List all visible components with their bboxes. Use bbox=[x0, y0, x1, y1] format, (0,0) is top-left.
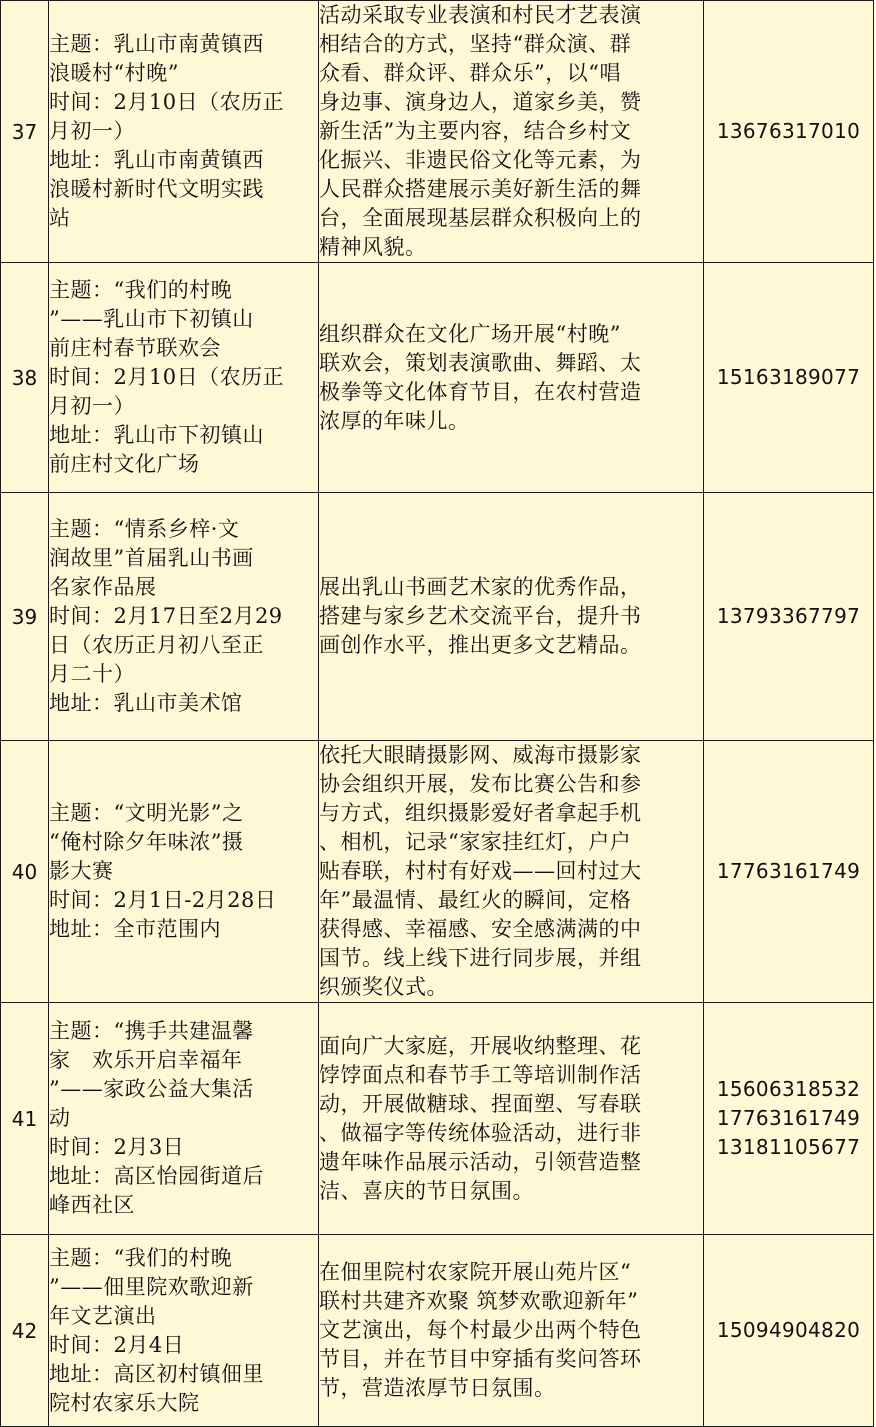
desc-line: 画创作水平，推出更多文艺精品。 bbox=[319, 633, 642, 657]
phone-number: 15163189077 bbox=[716, 365, 861, 389]
event-description bbox=[319, 263, 704, 493]
desc-line: 与方式，组织摄影爱好者拿起手机 bbox=[319, 801, 642, 825]
info-line: 地址：乳山市下初镇山 bbox=[49, 423, 264, 447]
phone-number: 13793367797 bbox=[716, 604, 861, 628]
table-row bbox=[1, 1, 874, 263]
desc-line: 众看、群众评、群众乐”，以“唱 bbox=[319, 61, 621, 85]
info-line: 地址：高区初村镇佃里 bbox=[49, 1361, 264, 1386]
desc-line: 年”最温情、最红火的瞬间，定格 bbox=[319, 888, 632, 912]
contact-phone bbox=[704, 741, 874, 1003]
phone-number: 13181105677 bbox=[716, 1135, 861, 1159]
event-description bbox=[319, 1, 704, 263]
info-line: “俺村除夕年味浓”摄 bbox=[49, 830, 244, 854]
phone-number: 17763161749 bbox=[716, 859, 861, 883]
info-line: 浪暖村“村晚” bbox=[49, 61, 179, 85]
contact-phone bbox=[704, 1235, 874, 1427]
table-row bbox=[1, 741, 874, 1003]
info-line: 前庄村文化广场 bbox=[49, 452, 200, 476]
event-description bbox=[319, 493, 704, 741]
desc-line: 文艺演出，每个村最少出两个特色 bbox=[319, 1318, 642, 1342]
info-line: 名家作品展 bbox=[49, 575, 157, 599]
event-info bbox=[49, 741, 319, 1003]
phone-number: 13676317010 bbox=[716, 119, 861, 143]
desc-line: 协会组织开展，发布比赛公告和参 bbox=[319, 772, 642, 796]
info-line: 时间：2月10日（农历正 bbox=[49, 90, 285, 114]
info-line: 浪暖村新时代文明实践 bbox=[49, 177, 264, 201]
event-description bbox=[319, 1003, 704, 1235]
table-body bbox=[1, 1, 874, 1427]
desc-line: 遗年味作品展示活动，引领营造整 bbox=[319, 1149, 642, 1174]
contact-phone bbox=[704, 1, 874, 263]
event-info bbox=[49, 1, 319, 263]
table-row bbox=[1, 493, 874, 741]
desc-line: 相结合的方式，坚持“群众演、群 bbox=[319, 32, 632, 56]
event-info bbox=[49, 1235, 319, 1427]
info-line: 时间：2月10日（农历正 bbox=[49, 365, 285, 389]
phone-number: 15094904820 bbox=[716, 1318, 861, 1342]
desc-line: 人民群众搭建展示美好新生活的舞 bbox=[319, 177, 642, 201]
desc-line: 搭建与家乡艺术交流平台，提升书 bbox=[319, 604, 642, 628]
info-line: ”——佃里院欢歌迎新 bbox=[49, 1274, 254, 1299]
desc-line: 节目，并在节目中穿插有奖问答环 bbox=[319, 1347, 642, 1371]
event-info bbox=[49, 1003, 319, 1235]
event-description bbox=[319, 741, 704, 1003]
info-line: 主题：“文明光影”之 bbox=[49, 801, 244, 825]
desc-line: 精神风貌。 bbox=[319, 235, 427, 259]
row-number: 37 bbox=[1, 1, 49, 263]
info-line: 影大赛 bbox=[49, 859, 114, 883]
desc-line: 贴春联，村村有好戏——回村过大 bbox=[319, 859, 642, 883]
info-line: ”——家政公益大集活 bbox=[49, 1077, 254, 1101]
desc-line: 联村共建齐欢聚 筑梦欢歌迎新年” bbox=[319, 1289, 639, 1313]
info-line: 前庄村春节联欢会 bbox=[49, 336, 221, 360]
event-info bbox=[49, 263, 319, 493]
row-number: 38 bbox=[1, 263, 49, 493]
desc-line: 饽饽面点和春节手工等培训制作活 bbox=[319, 1062, 642, 1087]
info-line: 站 bbox=[49, 206, 71, 230]
desc-line: 获得感、幸福感、安全感满满的中 bbox=[319, 917, 642, 941]
event-info bbox=[49, 493, 319, 741]
desc-line: 洁、喜庆的节日氛围。 bbox=[319, 1178, 534, 1203]
table-row bbox=[1, 1003, 874, 1235]
info-line: 主题：乳山市南黄镇西 bbox=[49, 32, 264, 56]
desc-line: 活动采取专业表演和村民才艺表演 bbox=[319, 3, 642, 27]
info-line: 地址：乳山市南黄镇西 bbox=[49, 148, 264, 172]
desc-line: 组织群众在文化广场开展“村晚” bbox=[319, 321, 621, 346]
desc-line: 、做福字等传统体验活动，进行非 bbox=[319, 1120, 642, 1145]
contact-phone bbox=[704, 493, 874, 741]
contact-phone bbox=[704, 1003, 874, 1235]
info-line: 时间：2月4日 bbox=[49, 1332, 185, 1357]
info-line: 家 欢乐开启幸福年 bbox=[49, 1048, 243, 1072]
info-line: 年文艺演出 bbox=[49, 1303, 157, 1328]
desc-line: 身边事、演身边人，道家乡美，赞 bbox=[319, 90, 642, 114]
desc-line: 织颁奖仪式。 bbox=[319, 975, 448, 999]
info-line: 月二十） bbox=[49, 662, 135, 686]
info-line: 主题：“我们的村晚 bbox=[49, 1245, 233, 1270]
info-line: 日（农历正月初八至正 bbox=[49, 633, 264, 657]
table-row bbox=[1, 263, 874, 493]
info-line: 时间：2月1日-2月28日 bbox=[49, 888, 277, 912]
info-line: 峰西社区 bbox=[49, 1193, 135, 1217]
info-line: ”——乳山市下初镇山 bbox=[49, 307, 254, 331]
row-number: 40 bbox=[1, 741, 49, 1003]
info-line: 地址：高区怡园街道后 bbox=[49, 1164, 264, 1188]
info-line: 动 bbox=[49, 1106, 71, 1130]
info-line: 时间：2月3日 bbox=[49, 1135, 185, 1159]
row-number: 41 bbox=[1, 1003, 49, 1235]
desc-line: 新生活”为主要内容，结合乡村文 bbox=[319, 119, 632, 143]
table-row bbox=[1, 1235, 874, 1427]
info-line: 时间：2月17日至2月29 bbox=[49, 604, 283, 628]
info-line: 地址：全市范围内 bbox=[49, 917, 221, 941]
desc-line: 面向广大家庭，开展收纳整理、花 bbox=[319, 1033, 642, 1058]
phone-number: 17763161749 bbox=[716, 1106, 861, 1130]
info-line: 院村农家乐大院 bbox=[49, 1390, 200, 1415]
info-line: 月初一） bbox=[49, 394, 135, 418]
desc-line: 极拳等文化体育节目，在农村营造 bbox=[319, 379, 642, 404]
event-description bbox=[319, 1235, 704, 1427]
desc-line: 在佃里院村农家院开展山苑片区“ bbox=[319, 1260, 632, 1284]
info-line: 月初一） bbox=[49, 119, 135, 143]
info-line: 润故里”首届乳山书画 bbox=[49, 546, 254, 570]
info-line: 主题：“情系乡梓·文 bbox=[49, 517, 240, 541]
row-number: 39 bbox=[1, 493, 49, 741]
info-line: 主题：“我们的村晚 bbox=[49, 278, 233, 302]
desc-line: 台，全面展现基层群众积极向上的 bbox=[319, 206, 642, 230]
info-line: 地址：乳山市美术馆 bbox=[49, 691, 243, 715]
desc-line: 联欢会，策划表演歌曲、舞蹈、太 bbox=[319, 350, 642, 375]
desc-line: 化振兴、非遗民俗文化等元素，为 bbox=[319, 148, 642, 172]
info-line: 主题：“携手共建温馨 bbox=[49, 1019, 254, 1043]
desc-line: 、相机，记录“家家挂红灯，户户 bbox=[319, 830, 632, 854]
desc-line: 浓厚的年味儿。 bbox=[319, 408, 470, 433]
desc-line: 节，营造浓厚节日氛围。 bbox=[319, 1376, 556, 1400]
row-number: 42 bbox=[1, 1235, 49, 1427]
desc-line: 展出乳山书画艺术家的优秀作品， bbox=[319, 575, 642, 599]
contact-phone bbox=[704, 263, 874, 493]
desc-line: 依托大眼睛摄影网、威海市摄影家 bbox=[319, 743, 642, 767]
desc-line: 国节。线上线下进行同步展，并组 bbox=[319, 946, 642, 970]
phone-number: 15606318532 bbox=[716, 1077, 861, 1101]
desc-line: 动，开展做糖球、捏面塑、写春联 bbox=[319, 1091, 642, 1116]
